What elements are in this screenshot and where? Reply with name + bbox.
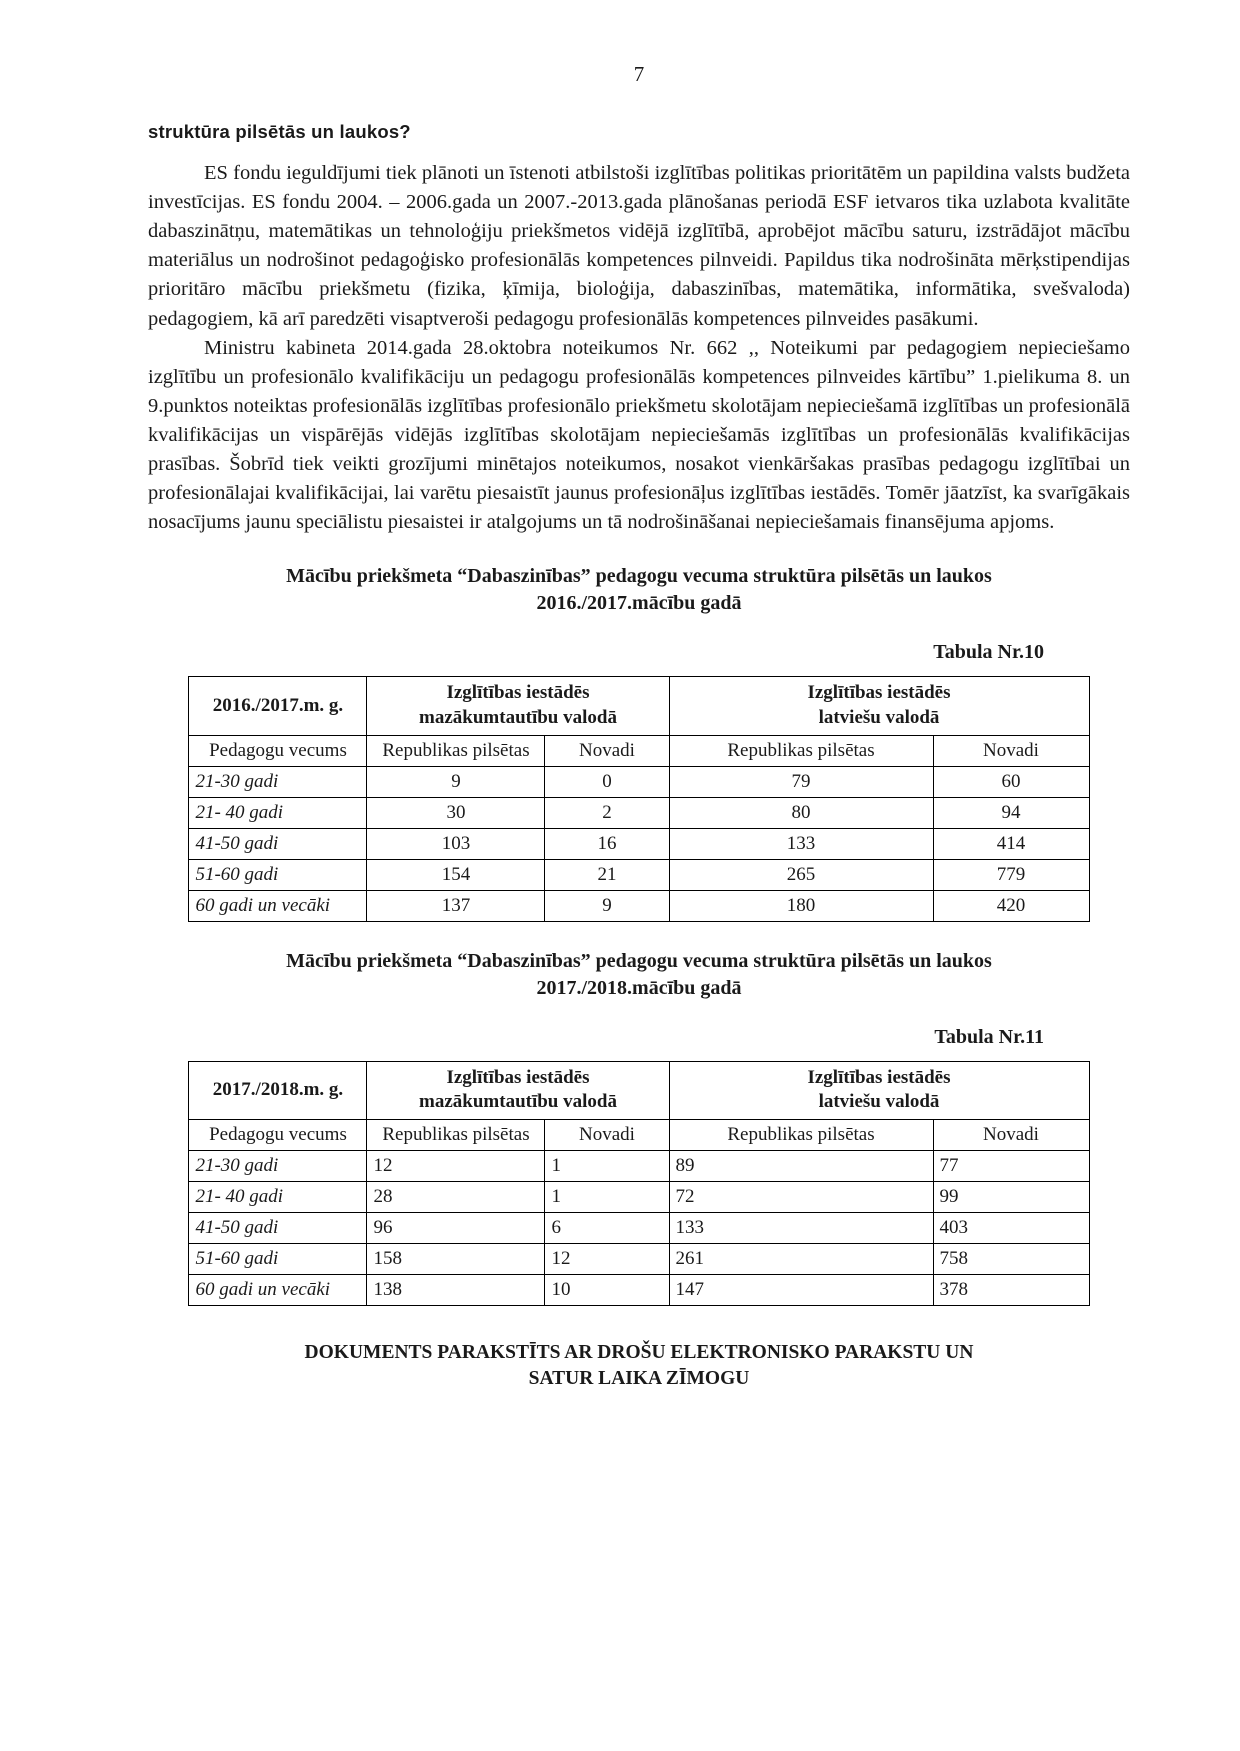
row-value: 94: [933, 797, 1089, 828]
row-value: 2: [545, 797, 669, 828]
row-value: 0: [545, 766, 669, 797]
row-value: 378: [933, 1275, 1089, 1306]
row-value: 137: [367, 890, 545, 921]
footer-line-2: SATUR LAIKA ZĪMOGU: [528, 1368, 750, 1390]
row-value: 89: [669, 1151, 933, 1182]
table-10: [188, 676, 1089, 921]
row-value: 16: [545, 828, 669, 859]
table-row: [189, 828, 1089, 859]
table-11-group-header-1: Izglītības iestādēs mazākumtautību valodā: [367, 1061, 669, 1119]
table-11-subheader-4: Novadi: [933, 1120, 1089, 1151]
table-row: [189, 1275, 1089, 1306]
table-10-subheader-4: Novadi: [933, 735, 1089, 766]
table-row: [189, 859, 1089, 890]
row-value: 420: [933, 890, 1089, 921]
row-value: 1: [545, 1182, 669, 1213]
row-value: 12: [545, 1244, 669, 1275]
row-value: 147: [669, 1275, 933, 1306]
row-value: 60: [933, 766, 1089, 797]
row-value: 133: [669, 1213, 933, 1244]
table-11-number: Tabula Nr.11: [934, 1025, 1044, 1048]
table-11-subheader-1: Republikas pilsētas: [367, 1120, 545, 1151]
table-row: [189, 890, 1089, 921]
row-value: 138: [367, 1275, 545, 1306]
row-value: 158: [367, 1244, 545, 1275]
row-label: 41-50 gadi: [189, 1213, 367, 1244]
row-value: 261: [669, 1244, 933, 1275]
page-number: 7: [633, 62, 645, 86]
table-row: [189, 1182, 1089, 1213]
row-value: 79: [669, 766, 933, 797]
row-value: 72: [669, 1182, 933, 1213]
table-row: [189, 1244, 1089, 1275]
table-10-group-header-2: Izglītības iestādēs latviešu valodā: [669, 677, 1089, 735]
row-label: 21- 40 gadi: [189, 1182, 367, 1213]
table-10-title: [148, 563, 1130, 617]
row-value: 154: [367, 859, 545, 890]
table-11-subheader-0: Pedagogu vecums: [189, 1120, 367, 1151]
table-11-subheader-3: Republikas pilsētas: [669, 1120, 933, 1151]
row-value: 265: [669, 859, 933, 890]
table-10-subheader-3: Republikas pilsētas: [669, 735, 933, 766]
table-row: [189, 1151, 1089, 1182]
row-value: 9: [367, 766, 545, 797]
row-value: 77: [933, 1151, 1089, 1182]
table-row-header-sub: [189, 735, 1089, 766]
table-row-header-sub: [189, 1120, 1089, 1151]
footer-note: [148, 1340, 1130, 1393]
footer-line-1: DOKUMENTS PARAKSTĪTS AR DROŠU ELEKTRONISKO PARAKSTU UN: [304, 1342, 974, 1364]
table-11-group-header-2: Izglītības iestādēs latviešu valodā: [669, 1061, 1089, 1119]
row-label: 51-60 gadi: [189, 1244, 367, 1275]
row-value: 6: [545, 1213, 669, 1244]
row-label: 60 gadi un vecāki: [189, 1275, 367, 1306]
table-row: [189, 797, 1089, 828]
table-11-title-line1: Mācību priekšmeta “Dabaszinības” pedagogu vecuma struktūra pilsētās un laukos: [286, 949, 992, 972]
row-value: 10: [545, 1275, 669, 1306]
table-row: [189, 766, 1089, 797]
table-11-corner-header: 2017./2018.m. g.: [189, 1061, 367, 1119]
body-paragraph-1: ES fondu ieguldījumi tiek plānoti un īstenoti atbilstoši izglītības politikas prioritātēm un papildina valsts budžeta investīcijas. ES fondu 2004. – 2006.gada un 2007.-2013.gada plānošanas periodā ESF ietvaros tika uzlabota kvalitāte dabaszinātņu, matemātikas un tehnoloģiju priekšmetos vidējā izglītībā, aprobējot mācību saturu, izstrādājot mācību materiālus un nodrošinot pedagoģisko profesionālās kompetences pilnveidi. Papildus tika nodrošināta mērķstipendijas prioritāro mācību priekšmetu (fizika, ķīmija, bioloģija, dabaszinības, matemātika, informātika, svešvaloda) pedagogiem, kā arī paredzēti visaptveroši pedagogu profesionālās kompetences pilnveides pasākumi.: [148, 162, 1130, 330]
table-row: [189, 1213, 1089, 1244]
table-10-title-line1: Mācību priekšmeta “Dabaszinības” pedagogu vecuma struktūra pilsētās un laukos: [286, 565, 992, 588]
row-label: 21-30 gadi: [189, 766, 367, 797]
table-11-title-line2: 2017./2018.mācību gadā: [536, 976, 742, 999]
row-label: 21-30 gadi: [189, 1151, 367, 1182]
row-value: 99: [933, 1182, 1089, 1213]
table-10-number: Tabula Nr.10: [933, 641, 1044, 664]
table-10-title-line2: 2016./2017.mācību gadā: [536, 592, 742, 615]
row-value: 12: [367, 1151, 545, 1182]
row-value: 103: [367, 828, 545, 859]
table-row-header-group: [189, 677, 1089, 735]
row-label: 21- 40 gadi: [189, 797, 367, 828]
section-heading: struktūra pilsētās un laukos?: [148, 121, 411, 142]
row-value: 180: [669, 890, 933, 921]
row-label: 41-50 gadi: [189, 828, 367, 859]
table-row-header-group: [189, 1061, 1089, 1119]
table-10-subheader-0: Pedagogu vecums: [189, 735, 367, 766]
row-label: 60 gadi un vecāki: [189, 890, 367, 921]
row-value: 1: [545, 1151, 669, 1182]
row-value: 80: [669, 797, 933, 828]
row-value: 133: [669, 828, 933, 859]
row-value: 96: [367, 1213, 545, 1244]
table-10-group-header-1: Izglītības iestādēs mazākumtautību valodā: [367, 677, 669, 735]
row-value: 758: [933, 1244, 1089, 1275]
table-11: [188, 1061, 1089, 1306]
row-value: 21: [545, 859, 669, 890]
row-value: 779: [933, 859, 1089, 890]
row-value: 403: [933, 1213, 1089, 1244]
row-value: 28: [367, 1182, 545, 1213]
table-10-corner-header: 2016./2017.m. g.: [189, 677, 367, 735]
table-10-subheader-1: Republikas pilsētas: [367, 735, 545, 766]
table-11-title: [148, 948, 1130, 1002]
row-value: 414: [933, 828, 1089, 859]
body-paragraph-2: Ministru kabineta 2014.gada 28.oktobra noteikumos Nr. 662 ,, Noteikumi par pedagogiem nepieciešamo izglītību un profesionālo kvalifikāciju un pedagogu profesionālās kompetences pilnveides kārtību” 1.pielikuma 8. un 9.punktos noteiktas profesionālās izglītības profesionālo priekšmetu skolotājam nepieciešamā izglītības un profesionālā kvalifikācijas un vispārējās vidējās izglītības skolotājam nepieciešamās izglītības un profesionālās kvalifikācijas prasības. Šobrīd tiek veikti grozījumi minētajos noteikumos, nosakot vienkāršakas prasības pedagogu izglītībai un profesionālajai kvalifikācijai, lai varētu piesaistīt jaunus profesionāļus izglītības iestādēs. Tomēr jāatzīst, ka svarīgākais nosacījums jaunu speciālistu piesaistei ir atalgojums un tā nodrošināšanai nepieciešamais finansējuma apjoms.: [148, 336, 1130, 534]
table-10-subheader-2: Novadi: [545, 735, 669, 766]
row-value: 9: [545, 890, 669, 921]
table-11-subheader-2: Novadi: [545, 1120, 669, 1151]
row-label: 51-60 gadi: [189, 859, 367, 890]
row-value: 30: [367, 797, 545, 828]
